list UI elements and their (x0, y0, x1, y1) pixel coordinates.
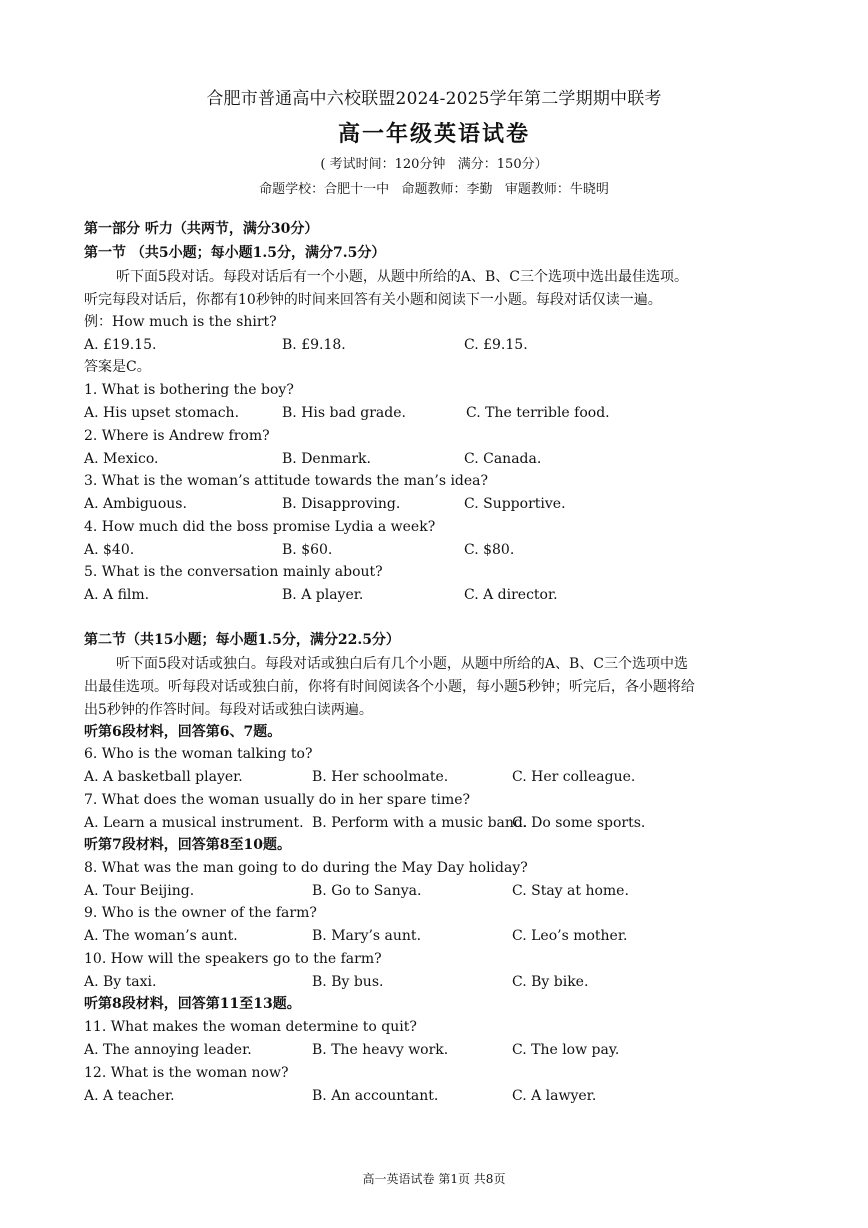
exam-title: 高一年级英语试卷 (337, 121, 530, 147)
option-6b: B. Her schoolmate. (312, 769, 449, 785)
exam-staff: 命题学校：合肥十一中 命题教师：李勤 审题教师：牛晓明 (259, 182, 609, 197)
option-12b: B. An accountant. (312, 1088, 439, 1104)
material-7-heading: 听第7段材料，回答第8至10题。 (84, 837, 291, 853)
option-11a: A. The annoying leader. (84, 1042, 252, 1058)
option-4a: A. $40. (84, 542, 135, 558)
question-6: 6. Who is the woman talking to? (84, 746, 313, 762)
option-10b: B. By bus. (312, 974, 384, 990)
option-4b: B. $60. (282, 542, 333, 558)
question-10: 10. How will the speakers go to the farm? (84, 951, 382, 967)
option-1b: B. His bad grade. (282, 405, 406, 421)
option-6c: C. Her colleague. (512, 769, 636, 785)
option-2c: C. Canada. (464, 451, 542, 467)
question-11: 11. What makes the woman determine to quit? (84, 1019, 417, 1035)
example-option-c: C. £9.15. (464, 337, 528, 353)
option-1a: A. His upset stomach. (84, 405, 240, 421)
option-3b: B. Disapproving. (282, 496, 401, 512)
material-8-heading: 听第8段材料，回答第11至13题。 (84, 996, 301, 1012)
option-8c: C. Stay at home. (512, 883, 629, 899)
example-answer: 答案是C。 (84, 359, 151, 375)
option-4c: C. $80. (464, 542, 515, 558)
section1-instruction-1: 听下面5段对话。每段对话后有一个小题，从题中所给的A、B、C三个选项中选出最佳选项。 (116, 269, 689, 285)
question-5: 5. What is the conversation mainly about? (84, 564, 383, 580)
option-9c: C. Leo’s mother. (512, 928, 628, 944)
question-8: 8. What was the man going to do during the May Day holiday? (84, 860, 528, 876)
option-8b: B. Go to Sanya. (312, 883, 422, 899)
option-9a: A. The woman’s aunt. (84, 928, 238, 944)
section1-heading: 第一节 （共5小题；每小题1.5分，满分7.5分） (84, 245, 386, 261)
option-11b: B. The heavy work. (312, 1042, 449, 1058)
question-7: 7. What does the woman usually do in her spare time? (84, 792, 471, 808)
question-2: 2. Where is Andrew from? (84, 428, 270, 444)
section2-heading: 第二节（共15小题；每小题1.5分，满分22.5分） (84, 632, 400, 648)
option-5b: B. A player. (282, 587, 364, 603)
question-1: 1. What is bothering the boy? (84, 382, 294, 398)
option-7c: C. Do some sports. (512, 815, 646, 831)
exam-header: 合肥市普通高中六校联盟2024-2025学年第二学期期中联考 (206, 89, 662, 109)
option-12a: A. A teacher. (84, 1088, 175, 1104)
option-6a: A. A basketball player. (84, 769, 243, 785)
option-8a: A. Tour Beijing. (84, 883, 195, 899)
example-option-b: B. £9.18. (282, 337, 346, 353)
question-3: 3. What is the woman’s attitude towards the man’s idea? (84, 473, 489, 489)
option-5c: C. A director. (464, 587, 558, 603)
section2-instruction-1: 听下面5段对话或独白。每段对话或独白后有几个小题，从题中所给的A、B、C三个选项中选 (116, 656, 689, 672)
section2-instruction-2: 出最佳选项。听每段对话或独白前，你将有时间阅读各个小题，每小题5秒钟；听完后，各小题将给 (84, 679, 695, 695)
question-9: 9. Who is the owner of the farm? (84, 905, 317, 921)
option-11c: C. The low pay. (512, 1042, 620, 1058)
option-7b: B. Perform with a music band. (312, 815, 528, 831)
example-question: 例：How much is the shirt? (84, 314, 277, 330)
option-2b: B. Denmark. (282, 451, 371, 467)
exam-info: ( 考试时间：120分钟 满分：150分） (320, 157, 548, 172)
option-10c: C. By bike. (512, 974, 589, 990)
part1-heading: 第一部分 听力（共两节，满分30分） (84, 221, 319, 237)
section1-instruction-2: 听完每段对话后，你都有10秒钟的时间来回答有关小题和阅读下一小题。每段对话仅读一遍。 (84, 292, 662, 308)
option-2a: A. Mexico. (84, 451, 159, 467)
option-5a: A. A film. (84, 587, 150, 603)
page-footer: 高一英语试卷 第1页 共8页 (362, 1172, 506, 1186)
option-1c: C. The terrible food. (466, 405, 610, 421)
material-6-heading: 听第6段材料，回答第6、7题。 (84, 724, 282, 740)
question-12: 12. What is the woman now? (84, 1065, 289, 1081)
option-12c: C. A lawyer. (512, 1088, 597, 1104)
option-3c: C. Supportive. (464, 496, 566, 512)
question-4: 4. How much did the boss promise Lydia a week? (84, 519, 436, 535)
option-10a: A. By taxi. (84, 974, 157, 990)
section2-instruction-3: 出5秒钟的作答时间。每段对话或独白读两遍。 (84, 702, 373, 718)
option-7a: A. Learn a musical instrument. (84, 815, 304, 831)
example-option-a: A. £19.15. (84, 337, 157, 353)
option-3a: A. Ambiguous. (84, 496, 187, 512)
option-9b: B. Mary’s aunt. (312, 928, 422, 944)
